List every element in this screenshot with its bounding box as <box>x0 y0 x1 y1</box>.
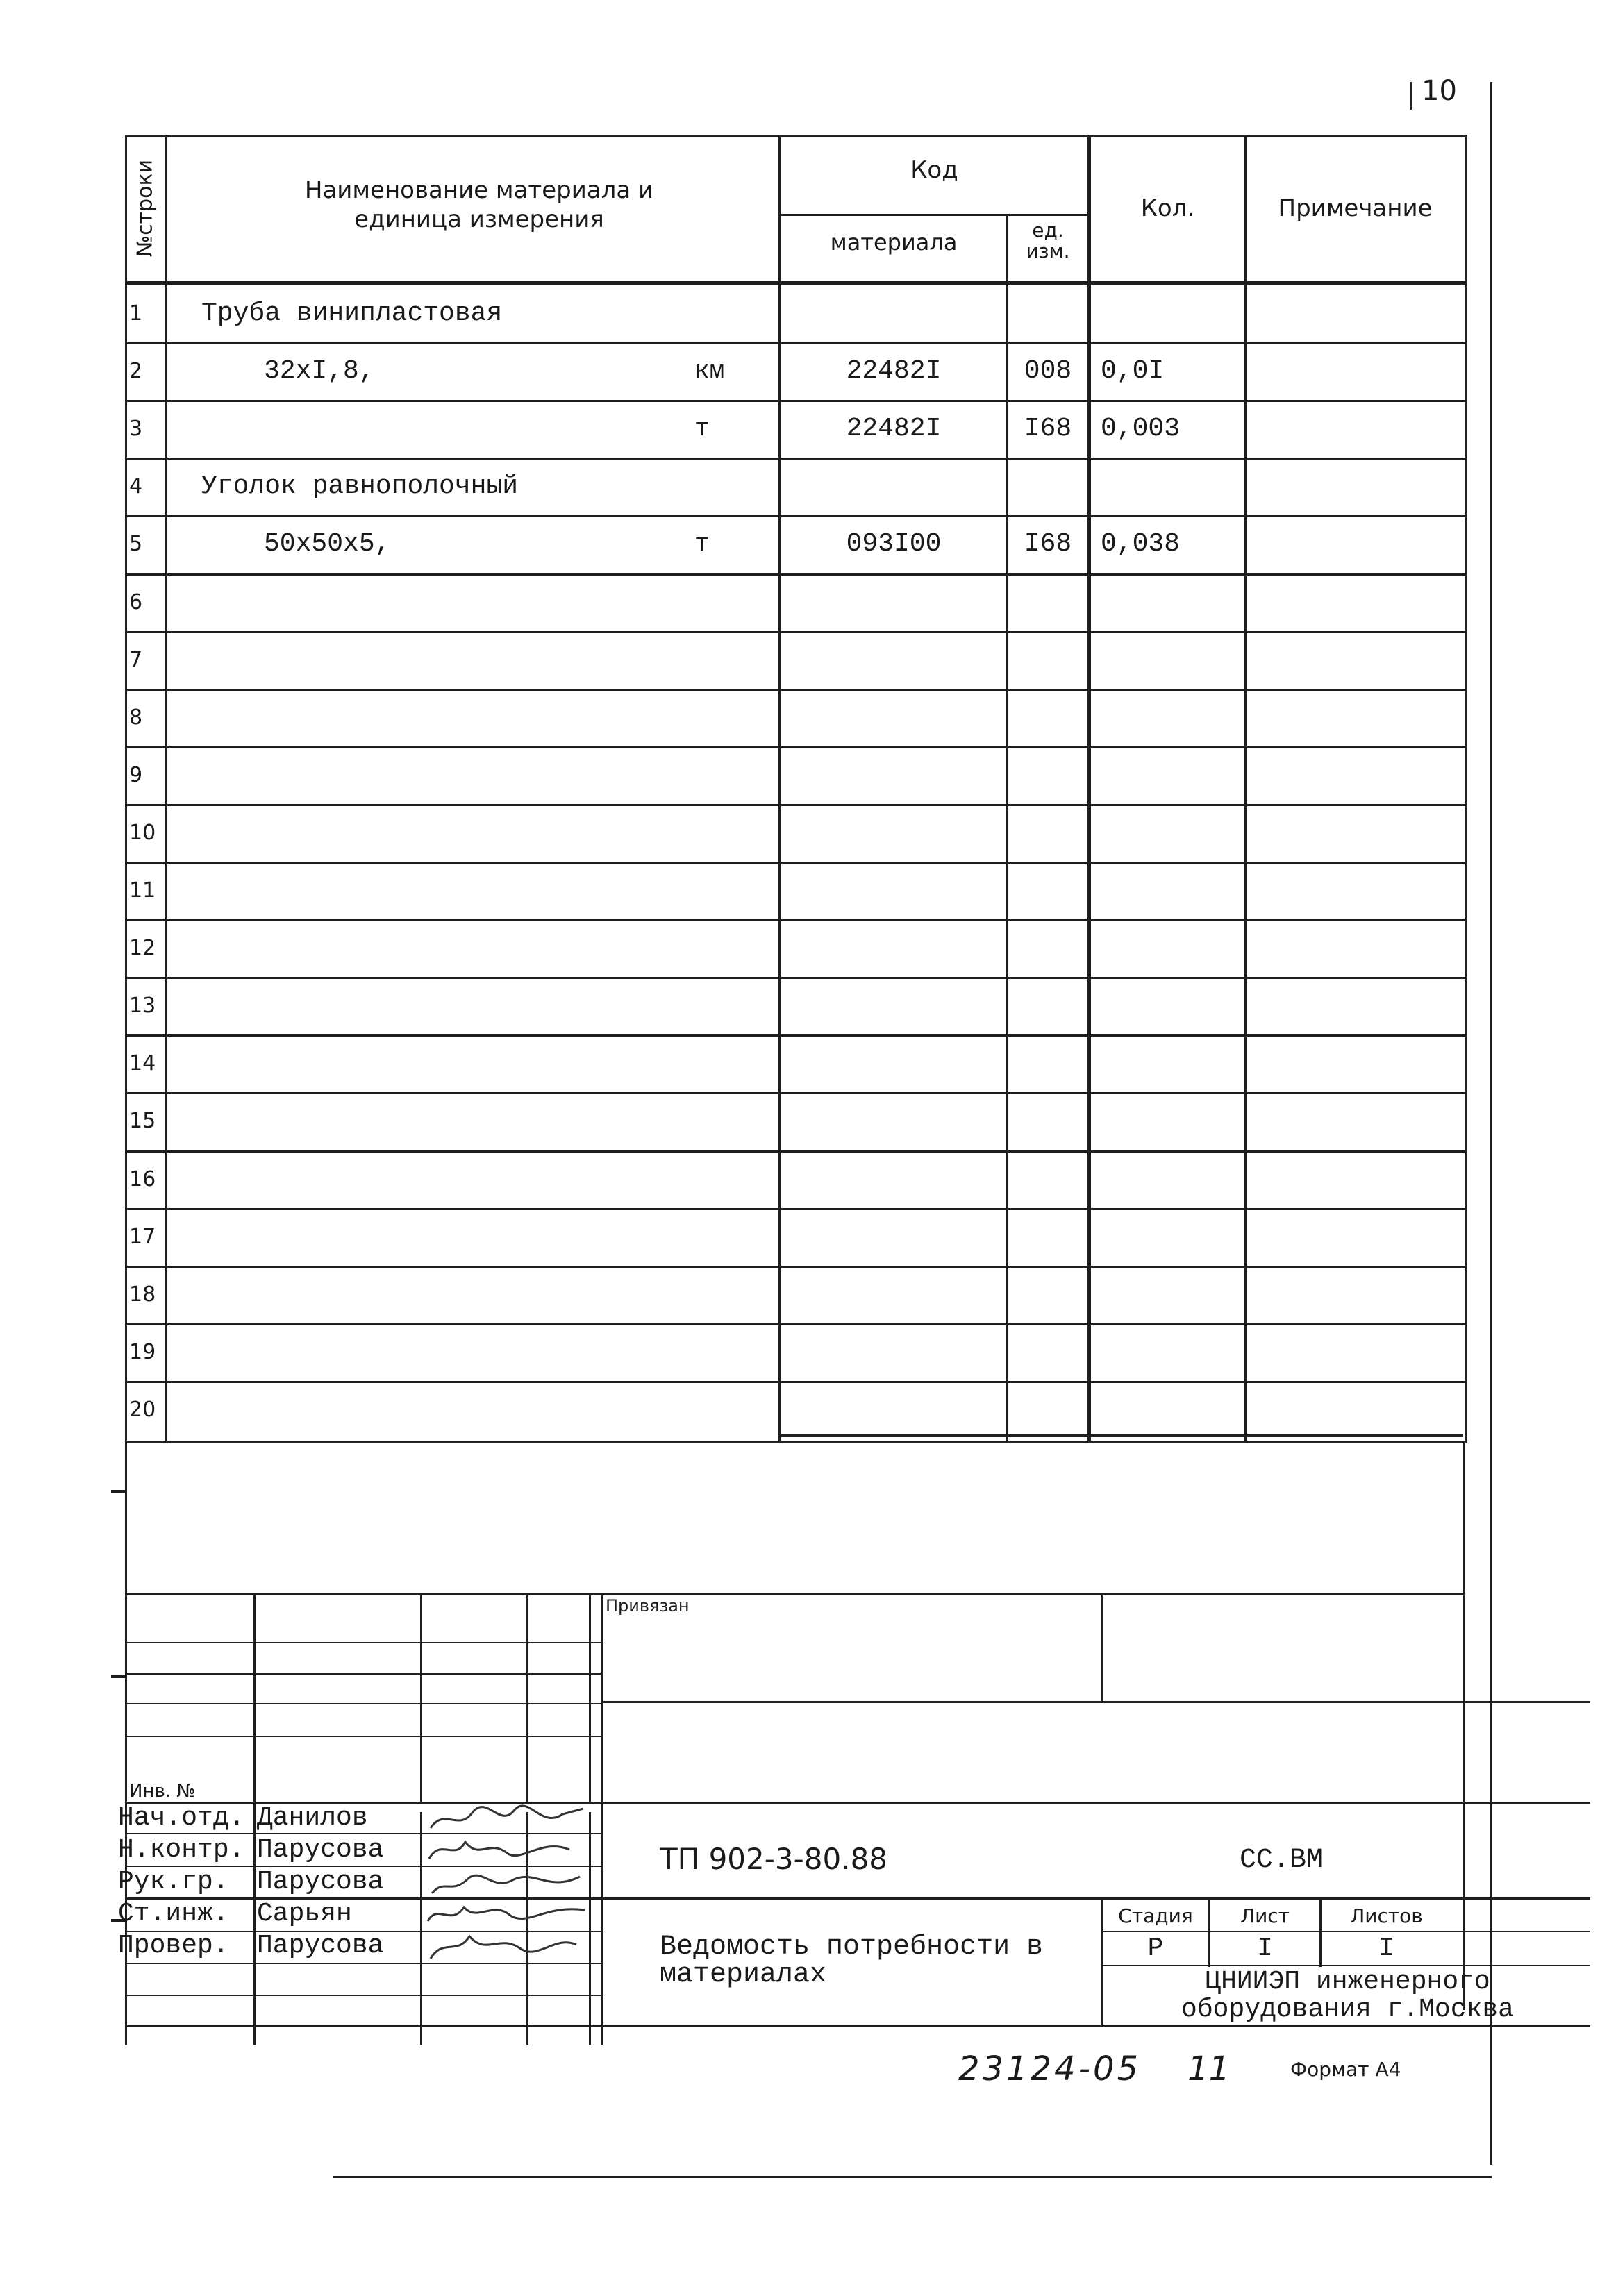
inv-no-label: Инв. № <box>129 1781 196 1802</box>
signature-icon <box>424 1928 590 1964</box>
signature-icon <box>424 1832 590 1868</box>
row-number-cell: 10 <box>129 820 156 845</box>
table-row <box>125 631 1465 689</box>
table-row <box>125 1092 1465 1150</box>
unit-cell: км <box>694 356 725 385</box>
row-number-header <box>124 135 167 281</box>
right-frame-line <box>1490 82 1492 2165</box>
sheet-label: Лист <box>1240 1904 1290 1927</box>
unit-code-cell: 008 <box>1024 355 1072 386</box>
table-row <box>125 1150 1465 1208</box>
note-header: Примечание <box>1278 194 1433 222</box>
code-material-header: материала <box>830 229 958 255</box>
row-number-cell: 7 <box>129 647 143 672</box>
sheet-value: I <box>1257 1934 1273 1963</box>
sheets-value: I <box>1378 1934 1394 1963</box>
row-number-cell: 13 <box>129 993 156 1018</box>
signer-name: Данилов <box>257 1803 368 1833</box>
material-code-cell: 22482I <box>846 413 942 444</box>
row-number-cell: 12 <box>129 935 156 960</box>
row-number-cell: 9 <box>129 762 143 787</box>
page-number: 10 <box>1422 75 1457 107</box>
row-number-cell: 2 <box>129 358 143 383</box>
signer-role: Рук.гр. <box>118 1867 229 1897</box>
row-number-cell: 1 <box>129 301 143 326</box>
signer-role: Ст.инж. <box>118 1899 229 1929</box>
row-number-header-label: №строки <box>133 159 158 258</box>
signer-name: Парусова <box>257 1835 384 1865</box>
unit-cell: т <box>694 530 710 558</box>
row-number-cell: 6 <box>129 589 143 614</box>
doc-code: ТП 902-3-80.88 <box>660 1842 888 1876</box>
signature-icon <box>424 1864 590 1900</box>
table-row <box>125 1034 1465 1092</box>
sheets-label: Листов <box>1350 1904 1423 1927</box>
signer-name: Сарьян <box>257 1899 352 1929</box>
document-title: Ведомость потребности в материалах <box>660 1932 1044 1991</box>
name-cell: Уголок равнополочный <box>201 471 519 501</box>
name-cell: 50х50х5, <box>264 529 391 559</box>
row-number-cell: 15 <box>129 1109 156 1133</box>
table-row <box>125 1208 1465 1266</box>
row-number-cell: 18 <box>129 1282 156 1307</box>
format-label: Формат А4 <box>1290 2058 1401 2081</box>
row-number-cell: 14 <box>129 1050 156 1075</box>
bottom-frame-line <box>333 2176 1492 2178</box>
table-row <box>125 689 1465 746</box>
row-number-cell: 3 <box>129 416 143 441</box>
unit-code-cell: I68 <box>1024 413 1072 444</box>
table-row <box>125 919 1465 977</box>
qty-cell: 0,038 <box>1101 529 1181 559</box>
signature-icon <box>424 1896 590 1932</box>
table-row <box>125 458 1465 515</box>
signer-role: Провер. <box>118 1931 229 1961</box>
row-number-cell: 8 <box>129 705 143 730</box>
signer-name: Парусова <box>257 1931 384 1961</box>
table-row <box>125 285 1465 342</box>
sheet-code: СС.ВМ <box>1240 1845 1324 1876</box>
row-number-cell: 11 <box>129 878 156 903</box>
table-row <box>125 746 1465 804</box>
signer-role: Н.контр. <box>118 1835 245 1865</box>
stage-label: Стадия <box>1118 1904 1193 1927</box>
qty-cell: 0,003 <box>1101 413 1181 444</box>
table-row <box>125 515 1465 573</box>
table-row <box>125 804 1465 862</box>
archive-page: 11 <box>1188 2050 1231 2088</box>
page-number-box <box>1410 75 1469 110</box>
table-row <box>125 1381 1465 1439</box>
signer-role: Нач.отд. <box>118 1803 245 1833</box>
name-cell: 32хI,8, <box>264 355 375 386</box>
materials-table <box>125 135 1465 1441</box>
signer-name: Парусова <box>257 1867 384 1897</box>
row-number-cell: 4 <box>129 474 143 498</box>
unit-code-cell: I68 <box>1024 529 1072 559</box>
row-number-cell: 16 <box>129 1166 156 1191</box>
table-row <box>125 1323 1465 1381</box>
row-number-cell: 17 <box>129 1224 156 1249</box>
table-row <box>125 573 1465 631</box>
material-code-cell: 093I00 <box>846 529 942 559</box>
signature-icon <box>424 1800 590 1836</box>
material-code-cell: 22482I <box>846 355 942 386</box>
code-header: Код <box>910 156 958 184</box>
title-block <box>118 1593 1514 2045</box>
name-header: Наименование материала и единица измерения <box>304 176 654 233</box>
name-cell: Труба винипластовая <box>201 298 503 328</box>
table-row <box>125 400 1465 458</box>
row-number-cell: 19 <box>129 1339 156 1364</box>
organization: ЦНИИЭП инженерного оборудования г.Москва <box>1181 1967 1514 2025</box>
code-unit-header: ед. изм. <box>1026 219 1070 262</box>
table-row <box>125 342 1465 400</box>
unit-cell: т <box>694 414 710 443</box>
qty-header: Кол. <box>1140 194 1195 222</box>
table-row <box>125 977 1465 1034</box>
row-number-cell: 5 <box>129 532 143 556</box>
archive-number: 23124-05 <box>958 2050 1142 2088</box>
table-row <box>125 862 1465 919</box>
row-number-cell: 20 <box>129 1397 156 1422</box>
stage-value: Р <box>1147 1934 1164 1963</box>
qty-cell: 0,0I <box>1101 355 1165 386</box>
privyazan-label: Привязан <box>606 1596 690 1616</box>
table-row <box>125 1266 1465 1323</box>
